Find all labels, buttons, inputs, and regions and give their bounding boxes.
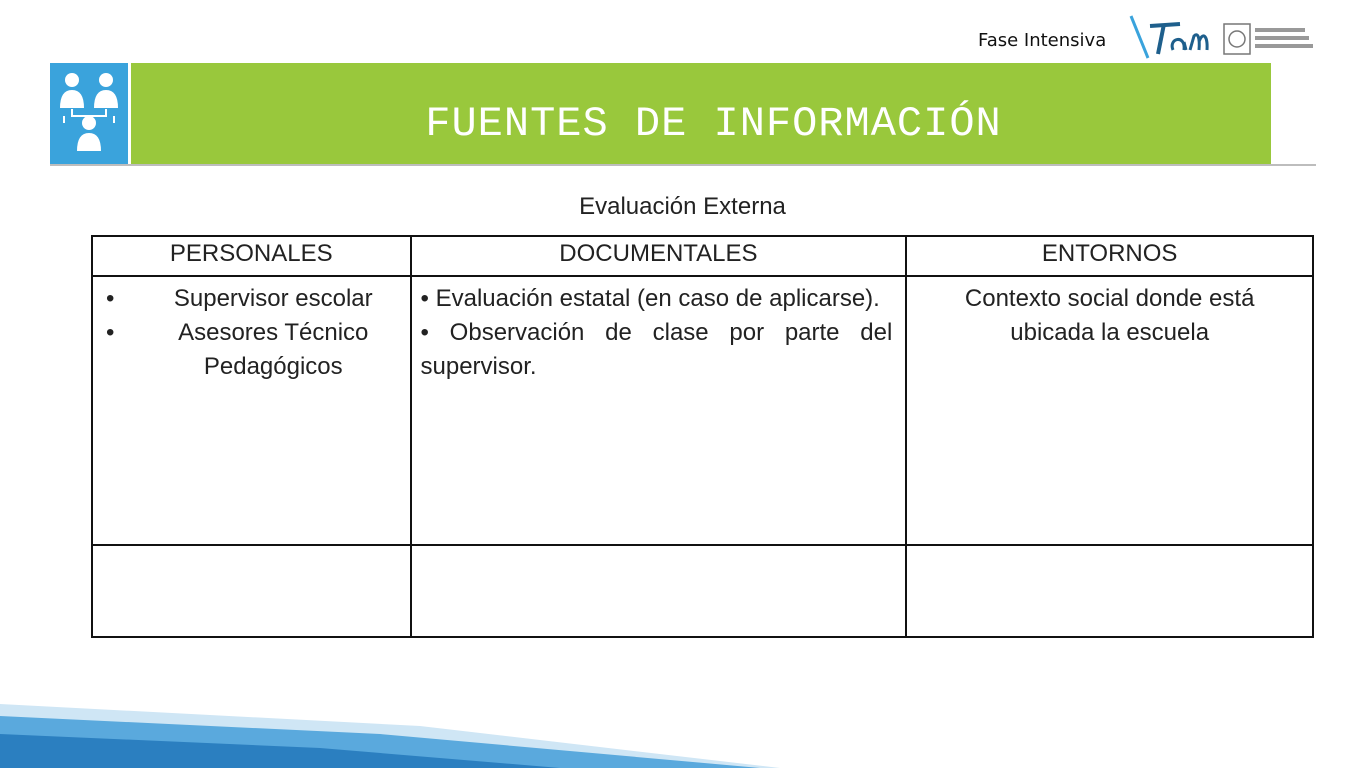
cell-documentales (411, 276, 907, 545)
section-subtitle: Evaluación Externa (579, 193, 786, 220)
information-sources-table (91, 235, 1314, 638)
empty-cell (92, 545, 411, 637)
title-divider (50, 164, 1316, 166)
table-row (92, 276, 1313, 545)
page-title: FUENTES DE INFORMACIÓN (425, 100, 1002, 148)
people-network-icon (50, 63, 128, 166)
icon-box (50, 63, 128, 166)
entornos-text: Contexto social donde está ubicada la escuela (964, 285, 1255, 346)
documentales-list (413, 278, 905, 384)
table-row-empty (92, 545, 1313, 637)
cell-personales (92, 276, 411, 545)
list-item: • Supervisor escolar (138, 282, 409, 316)
personales-list (94, 282, 409, 384)
empty-cell (411, 545, 907, 637)
slide-header (960, 12, 1320, 62)
tam-secretaria-educacion-logo (1128, 12, 1318, 62)
header-personales: PERSONALES (92, 236, 411, 276)
phase-label: Fase Intensiva (978, 30, 1107, 51)
table-header-row (92, 236, 1313, 276)
empty-cell (906, 545, 1313, 637)
title-bar (131, 63, 1271, 164)
list-item: • Evaluación estatal (en caso de aplicarse). (420, 285, 880, 312)
header-documentales: DOCUMENTALES (411, 236, 907, 276)
list-item: • Asesores Técnico Pedagógicos (138, 316, 409, 384)
header-entornos: ENTORNOS (906, 236, 1313, 276)
footer-stripe (0, 690, 800, 768)
list-item: • Observación de clase por parte del supervisor. (420, 319, 893, 380)
cell-entornos (906, 276, 1313, 545)
